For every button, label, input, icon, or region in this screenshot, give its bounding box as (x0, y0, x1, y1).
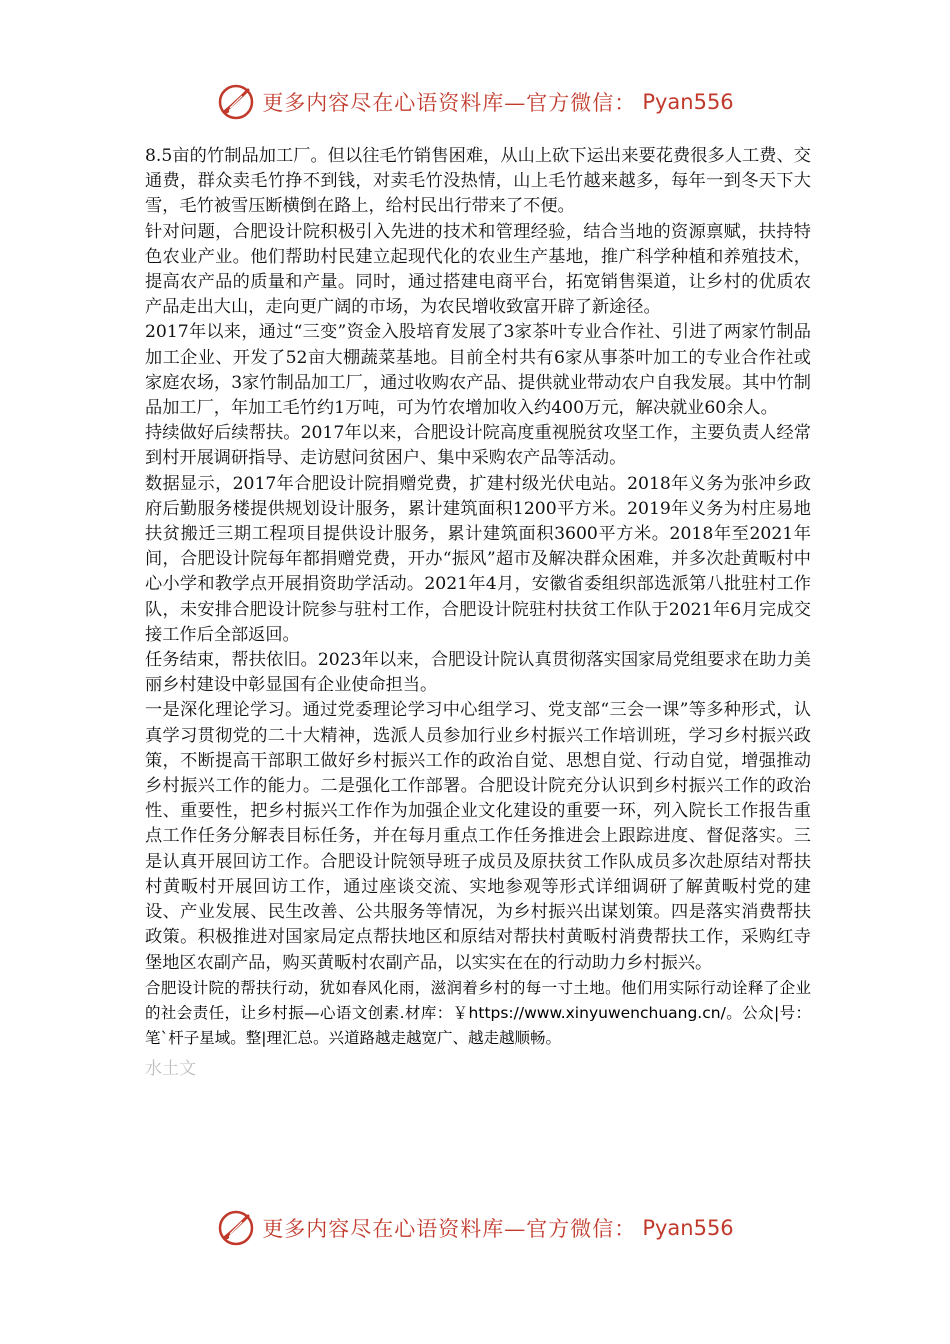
paragraph-6: 任务结束，帮扶依旧。2023年以来，合肥设计院认真贯彻落实国家局党组要求在助力美丽乡村建设中彰显国有企业使命担当。 (145, 650, 811, 696)
closing-paragraph: 合肥设计院的帮扶行动，犹如春风化雨，滋润着乡村的每一寸土地。他们用实际行动诠释了企业的社会责任，让乡村振—心语文创素.材库：￥https://www.xinyuwenchuang.cn/。公众|号：笔`杆子星域。整|理汇总。兴道路越走越宽广、越走越顺畅。 (145, 978, 811, 1047)
page-header-watermark (0, 82, 950, 122)
faint-tag-text: 水土文 (145, 1058, 196, 1079)
paragraph-2: 针对问题，合肥设计院积极引入先进的技术和管理经验，结合当地的资源禀赋，扶持特色农业产业。他们帮助村民建立起现代化的农业生产基地，推广科学种植和养殖技术，提高农产品的质量和产量。同时，通过搭建电商平台，拓宽销售渠道，让乡村的优质农产品走出大山，走向更广阔的市场，为农民增收致富开辟了新途径。 (145, 221, 811, 318)
paragraph-4: 持续做好后续帮扶。2017年以来，合肥设计院高度重视脱贫攻坚工作，主要负责人经常到村开展调研指导、走访慰问贫困户、集中采购农产品等活动。 (145, 423, 811, 469)
pen-logo-icon (216, 82, 256, 122)
pen-logo-icon (216, 1208, 256, 1248)
paragraph-5: 数据显示，2017年合肥设计院捐赠党费，扩建村级光伏电站。2018年义务为张冲乡政府后勤服务楼提供规划设计服务，累计建筑面积1200平方米。2019年义务为村庄易地扶贫搬迁三期工程项目提供设计服务，累计建筑面积3600平方米。2018年至2021年间，合肥设计院每年都捐赠党费，开办“振风”超市及解决群众困难，并多次赴黄畈村中心小学和教学点开展捐资助学活动。2021年4月，安徽省委组织部选派第八批驻村工作队，未安排合肥设计院参与驻村工作，合肥设计院驻村扶贫工作队于2021年6月完成交接工作后全部返回。 (145, 473, 811, 645)
page-footer-watermark (0, 1208, 950, 1248)
article-body (145, 144, 811, 1081)
footer-watermark-text: 更多内容尽在心语资料库—官方微信： (262, 1217, 637, 1241)
footer-watermark-handle: Pyan556 (642, 1216, 734, 1240)
paragraph-1: 8.5亩的竹制品加工厂。但以往毛竹销售困难，从山上砍下运出来要花费很多人工费、交通费，群众卖毛竹挣不到钱，对卖毛竹没热情，山上毛竹越来越多，每年一到冬天下大雪，毛竹被雪压断横倒在路上，给村民出行带来了不便。 (145, 146, 811, 217)
paragraph-3: 2017年以来，通过“三变”资金入股培育发展了3家茶叶专业合作社、引进了两家竹制品加工企业、开发了52亩大棚蔬菜基地。目前全村共有6家从事茶叶加工的专业合作社或家庭农场，3家竹制品加工厂，通过收购农产品、提供就业带动农户自我发展。其中竹制品加工厂，年加工毛竹约1万吨，可为竹农增加收入约400万元，解决就业60余人。 (145, 322, 811, 419)
paragraph-7: 一是深化理论学习。通过党委理论学习中心组学习、党支部“三会一课”等多种形式，认真学习贯彻党的二十大精神，选派人员参加行业乡村振兴工作培训班，学习乡村振兴政策，不断提高干部职工做好乡村振兴工作的政治自觉、思想自觉、行动自觉，增强推动乡村振兴工作的能力。二是强化工作部署。合肥设计院充分认识到乡村振兴工作的政治性、重要性，把乡村振兴工作作为加强企业文化建设的重要一环，列入院长工作报告重点工作任务分解表目标任务，并在每月重点工作任务推进会上跟踪进度、督促落实。三是认真开展回访工作。合肥设计院领导班子成员及原扶贫工作队成员多次赴原结对帮扶村黄畈村开展回访工作，通过座谈交流、实地参观等形式详细调研了解黄畈村党的建设、产业发展、民生改善、公共服务等情况，为乡村振兴出谋划策。四是落实消费帮扶政策。积极推进对国家局定点帮扶地区和原结对帮扶村黄畈村消费帮扶工作，采购红寺堡地区农副产品，购买黄畈村农副产品，以实实在在的行动助力乡村振兴。 (145, 700, 811, 973)
header-watermark-text: 更多内容尽在心语资料库—官方微信： (262, 91, 637, 115)
header-watermark-handle: Pyan556 (642, 90, 734, 114)
